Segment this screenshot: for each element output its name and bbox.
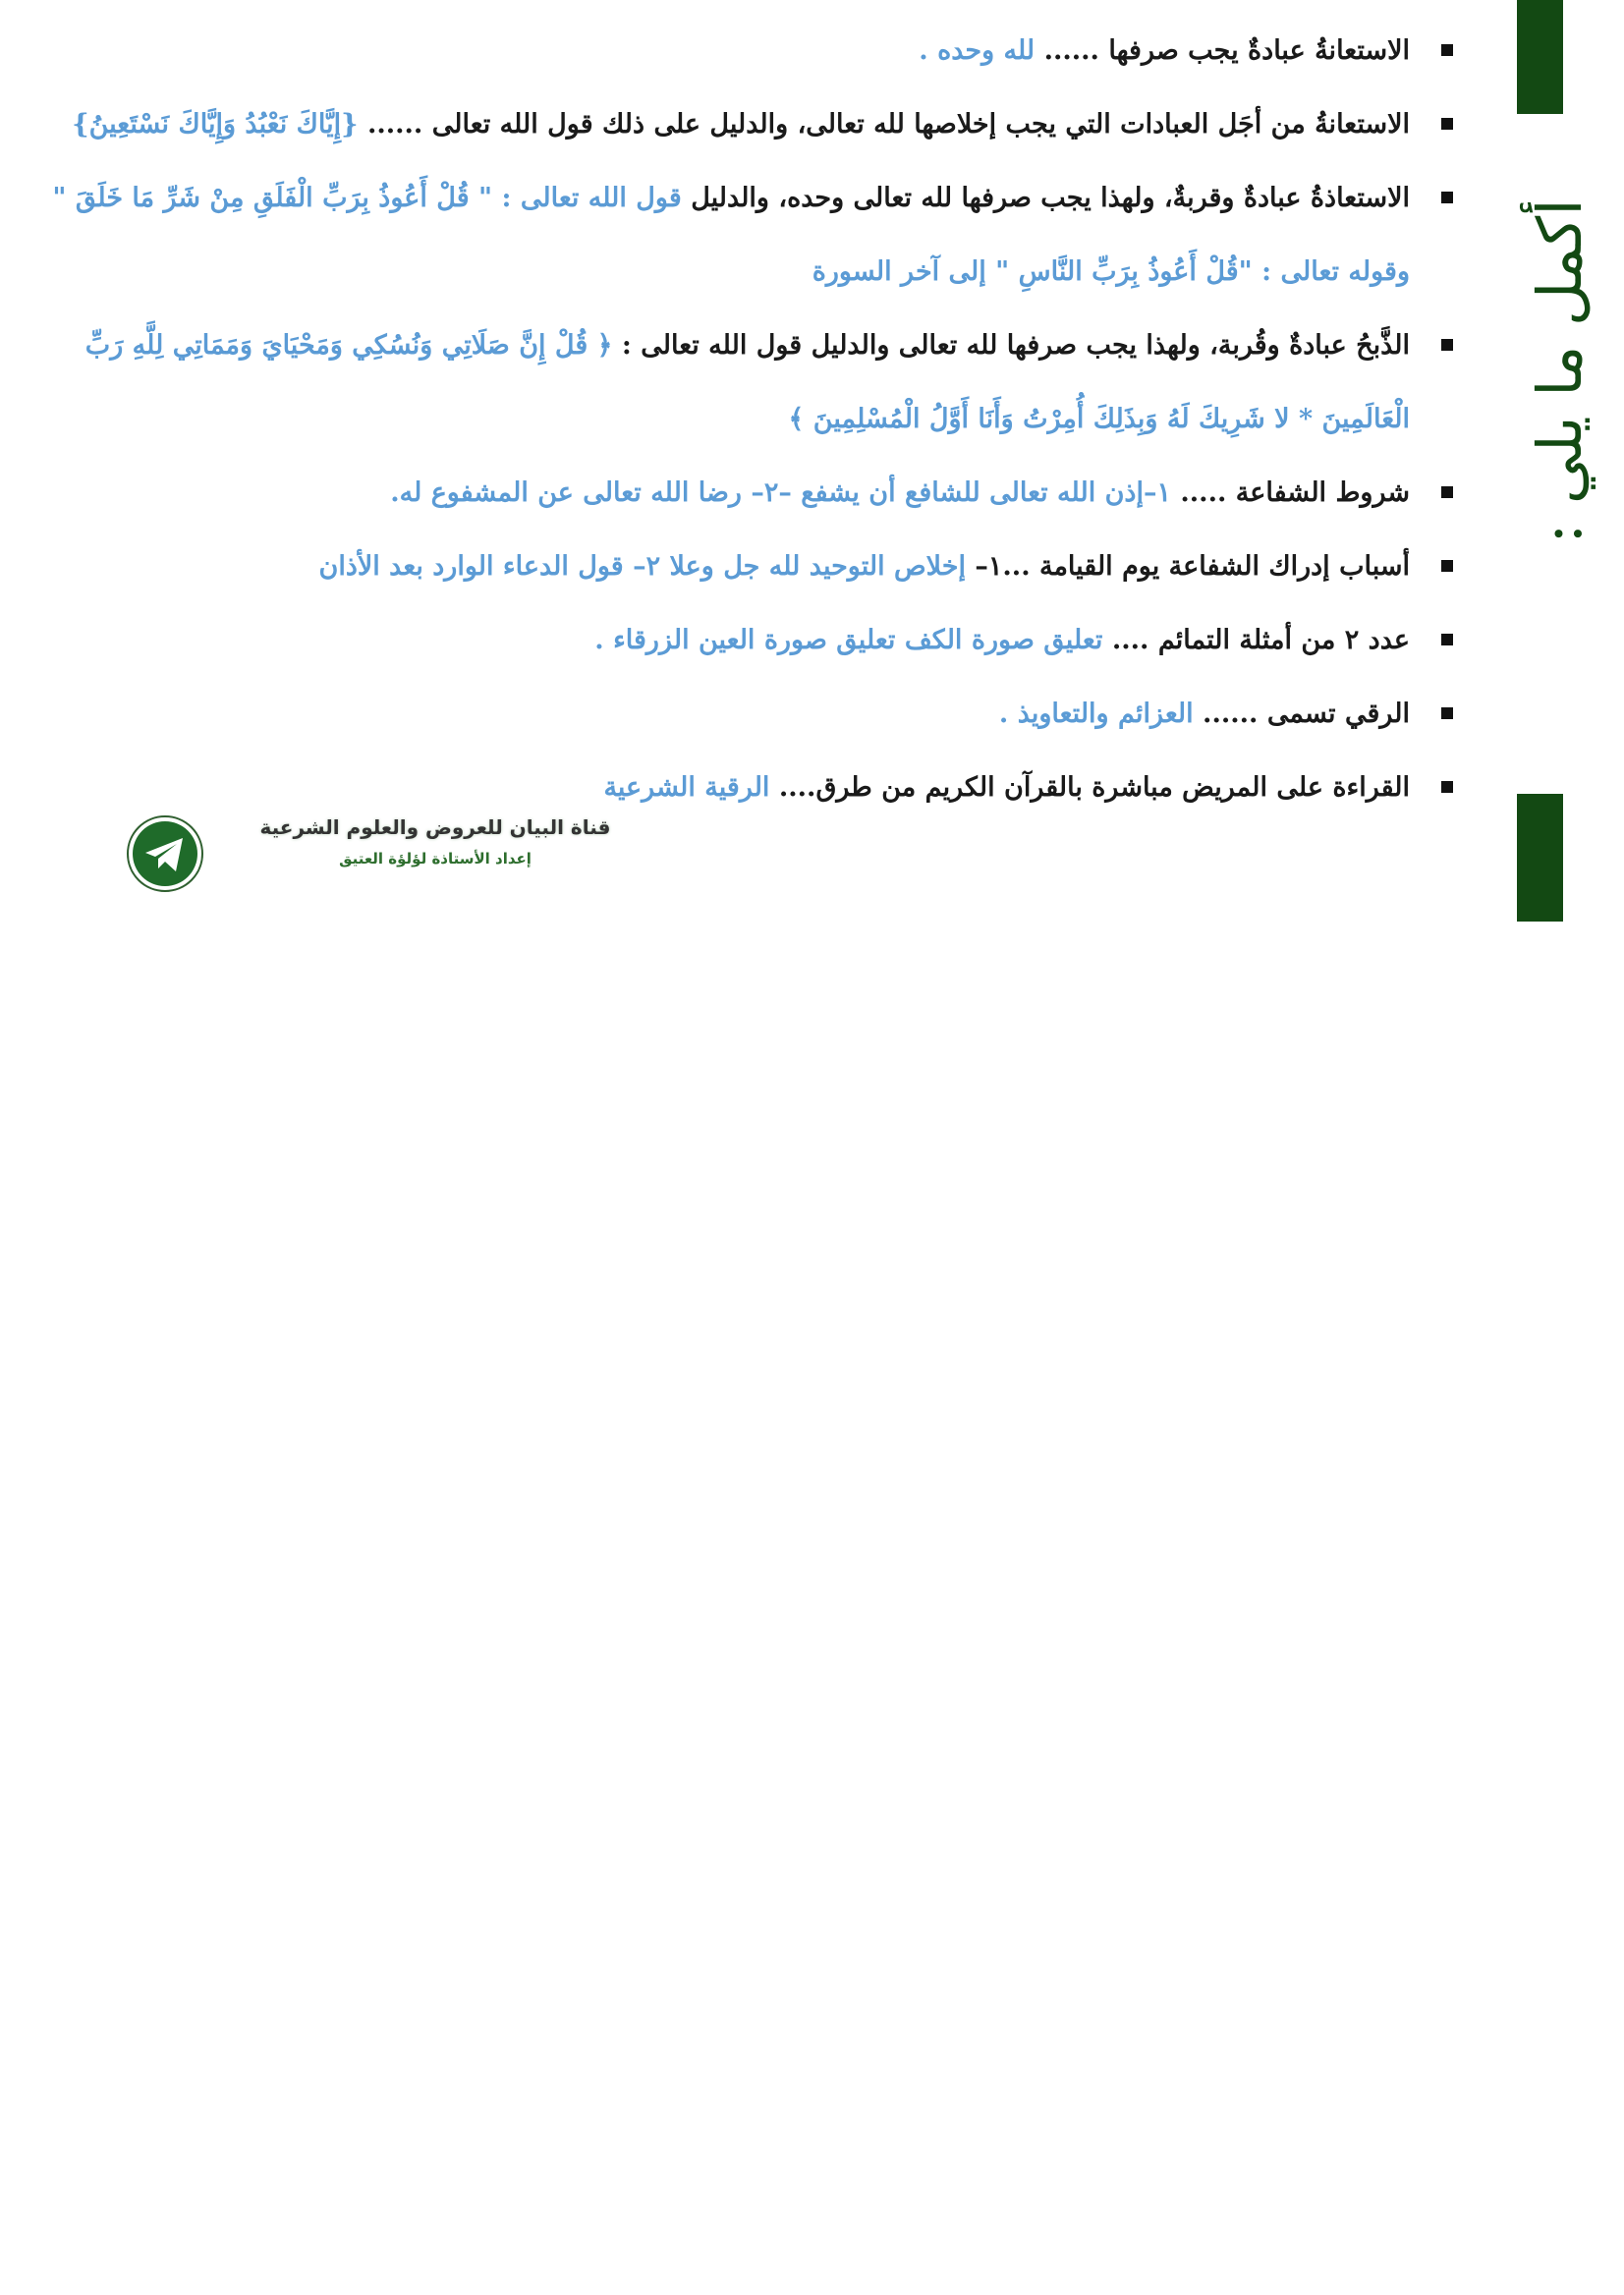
answer-text: تعليق صورة الكف تعليق صورة العين الزرقاء . xyxy=(594,625,1103,655)
answer-text: ١–إذن الله تعالى للشافع أن يشفع –٢– رضا الله تعالى عن المشفوع له. xyxy=(390,477,1171,508)
side-title xyxy=(1508,165,1596,578)
answer-text: قول الله تعالى : " قُلْ أَعُوذُ بِرَبِّ الْفَلَقِ مِنْ شَرِّ مَا خَلَقَ " وقوله تعالى : "قُلْ أَعُوذُ بِرَبِّ النَّاسِ " إلى آخر السورة xyxy=(52,183,1410,287)
question-text: أسباب إدراك الشفاعة يوم القيامة ...١– xyxy=(975,551,1410,582)
list-item xyxy=(15,308,1459,456)
bullet-icon xyxy=(1441,634,1453,645)
answer-text: إخلاص التوحيد لله جل وعلا ٢– قول الدعاء الوارد بعد الأذان xyxy=(318,551,966,582)
bullet-icon xyxy=(1441,339,1453,351)
bullet-icon xyxy=(1441,560,1453,572)
bullet-icon xyxy=(1441,781,1453,793)
channel-name: قناة البيان للعروض والعلوم الشرعية xyxy=(259,815,611,839)
list-item xyxy=(15,530,1459,603)
list-item xyxy=(15,161,1459,308)
answer-text: العزائم والتعاويذ . xyxy=(998,699,1194,729)
answer-text: {إِيَّاكَ نَعْبُدُ وَإِيَّاكَ نَسْتَعِينُ} xyxy=(72,109,359,140)
bullet-icon xyxy=(1441,118,1453,130)
side-bar-top xyxy=(1517,0,1563,114)
list-item xyxy=(15,456,1459,530)
answer-text: الرقية الشرعية xyxy=(603,772,770,803)
question-text: الاستعانةُ عبادةٌ يجب صرفها ...... xyxy=(1043,35,1410,66)
list-item xyxy=(15,603,1459,677)
bullet-icon xyxy=(1441,486,1453,498)
author-credit: إعداد الأستاذة لؤلؤة العتيق xyxy=(339,850,532,868)
bullet-icon xyxy=(1441,44,1453,56)
question-text: الاستعانةُ من أجَل العبادات التي يجب إخلاصها لله تعالى، والدليل على ذلك قول الله تعالى ...... xyxy=(366,109,1410,140)
question-text: الاستعاذةُ عبادةٌ وقربةٌ، ولهذا يجب صرفها لله تعالى وحده، والدليل xyxy=(691,183,1410,213)
answer-text: لله وحده . xyxy=(919,35,1036,66)
side-bar-bottom xyxy=(1517,794,1563,922)
bullet-icon xyxy=(1441,707,1453,719)
question-text: الذَّبحُ عبادةٌ وقُربة، ولهذا يجب صرفها لله تعالى والدليل قول الله تعالى : xyxy=(621,330,1410,361)
telegram-icon[interactable] xyxy=(126,814,204,893)
list-item xyxy=(15,14,1459,87)
answer-text: ﴿ قُلْ إِنَّ صَلَاتِي وَنُسُكِي وَمَحْيَايَ وَمَمَاتِي لِلَّهِ رَبِّ الْعَالَمِينَ * لا شَرِيكَ لَهُ وَبِذَلِكَ أُمِرْتُ وَأَنَا أَوَّلُ الْمُسْلِمِينَ ﴾ xyxy=(84,330,1410,434)
question-text: عدد ٢ من أمثلة التمائم .... xyxy=(1111,625,1410,655)
list-item xyxy=(15,87,1459,161)
bullet-icon xyxy=(1441,192,1453,203)
question-text: الرقي تسمى ...... xyxy=(1203,699,1410,729)
exercise-list xyxy=(15,14,1459,824)
list-item xyxy=(15,677,1459,751)
channel-footer xyxy=(126,811,637,899)
question-text: شروط الشفاعة ..... xyxy=(1180,477,1410,508)
question-text: القراءة على المريض مباشرة بالقرآن الكريم من طرق.... xyxy=(778,772,1410,803)
side-title-text: أكمل ما يلي : xyxy=(1524,198,1596,544)
